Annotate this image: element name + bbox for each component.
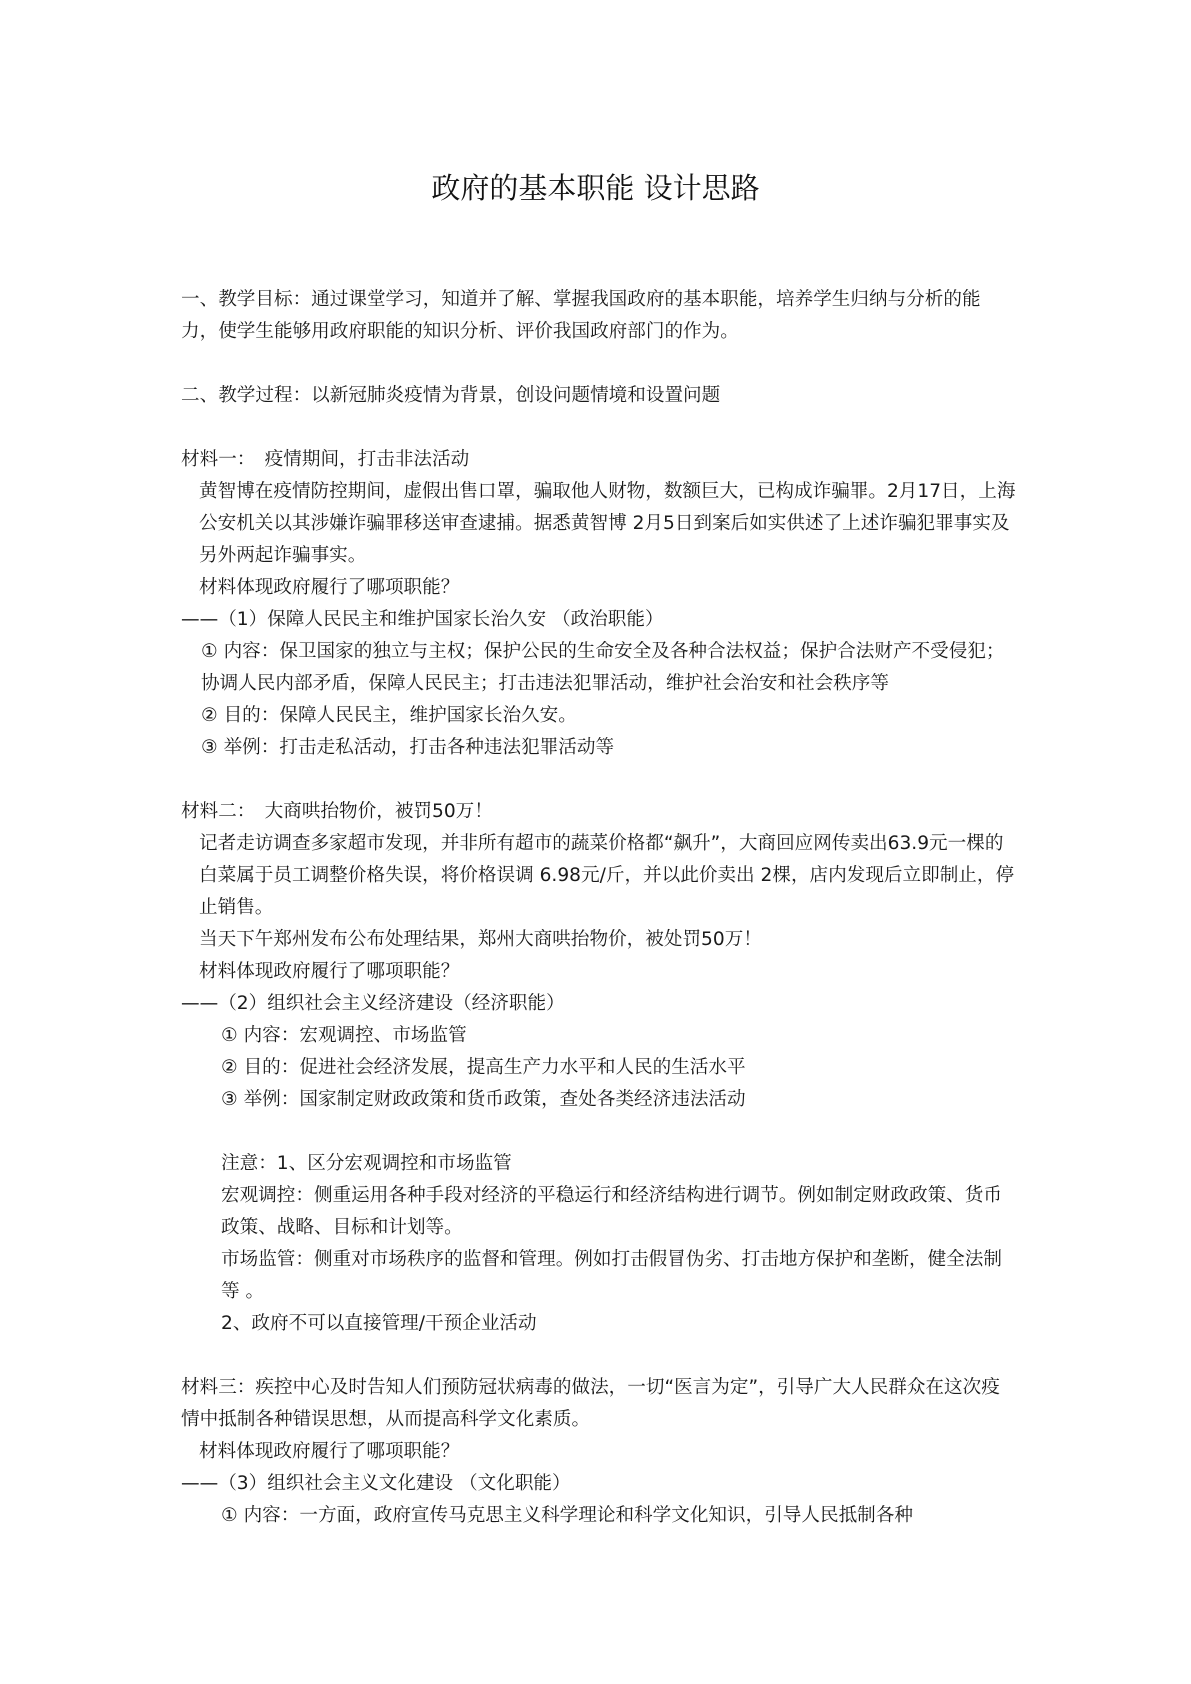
material-one-text: 黄智博在疫情防控期间，虚假出售口罩，骗取他人财物，数额巨大，已构成诈骗罪。2月17日，上海公安机关以其涉嫌诈骗罪移送审查逮捕。据悉黄智博 2月5日到案后如实供述了上述诈骗犯罪事实及另外两起诈骗事实。 bbox=[199, 481, 1016, 566]
function-two-title: ——（2）组织社会主义经济建设（经济职能） bbox=[181, 993, 565, 1014]
paragraph-gap bbox=[181, 348, 1017, 380]
function-two-content: ① 内容：宏观调控、市场监管 bbox=[221, 1025, 467, 1046]
document-body bbox=[181, 284, 1017, 1532]
material-one-heading: 材料一： 疫情期间，打击非法活动 bbox=[181, 449, 470, 470]
function-one-purpose: ② 目的：保障人民民主，维护国家长治久安。 bbox=[201, 705, 577, 726]
note-macro-control: 宏观调控：侧重运用各种手段对经济的平稳运行和经济结构进行调节。例如制定财政政策、货币政策、战略、目标和计划等。 bbox=[221, 1185, 1002, 1238]
note-market-supervision: 市场监管：侧重对市场秩序的监督和管理。例如打击假冒伪劣、打击地方保护和垄断，健全法制等 。 bbox=[221, 1249, 1002, 1302]
function-three-title: ——（3）组织社会主义文化建设 （文化职能） bbox=[181, 1473, 571, 1494]
function-two-example: ③ 举例：国家制定财政政策和货币政策，查处各类经济违法活动 bbox=[221, 1089, 746, 1110]
material-one-question: 材料体现政府履行了哪项职能？ bbox=[199, 577, 460, 598]
material-two-heading: 材料二： 大商哄抬物价，被罚50万！ bbox=[181, 801, 493, 822]
function-one-title: ——（1）保障人民民主和维护国家长治久安 （政治职能） bbox=[181, 609, 664, 630]
paragraph-gap bbox=[181, 1340, 1017, 1372]
document-title: 政府的基本职能 设计思路 bbox=[431, 171, 760, 205]
teaching-goal: 一、教学目标：通过课堂学习，知道并了解、掌握我国政府的基本职能，培养学生归纳与分析的能力，使学生能够用政府职能的知识分析、评价我国政府部门的作为。 bbox=[181, 289, 981, 342]
paragraph-gap bbox=[181, 764, 1017, 796]
material-three-question: 材料体现政府履行了哪项职能？ bbox=[199, 1441, 460, 1462]
note-one: 注意：1、区分宏观调控和市场监管 bbox=[221, 1153, 512, 1174]
note-two: 2、政府不可以直接管理/干预企业活动 bbox=[221, 1313, 537, 1334]
function-one-content: ① 内容：保卫国家的独立与主权；保护公民的生命安全及各种合法权益；保护合法财产不受侵犯；协调人民内部矛盾，保障人民民主；打击违法犯罪活动，维护社会治安和社会秩序等 bbox=[201, 641, 1005, 694]
material-three-text: 材料三：疾控中心及时告知人们预防冠状病毒的做法，一切“医言为定”，引导广大人民群众在这次疫情中抵制各种错误思想，从而提高科学文化素质。 bbox=[181, 1377, 1000, 1430]
function-two-purpose: ② 目的：促进社会经济发展，提高生产力水平和人民的生活水平 bbox=[221, 1057, 746, 1078]
material-two-text-2: 当天下午郑州发布公布处理结果，郑州大商哄抬物价，被处罚50万！ bbox=[199, 929, 762, 950]
teaching-process: 二、教学过程：以新冠肺炎疫情为背景，创设问题情境和设置问题 bbox=[181, 385, 721, 406]
paragraph-gap bbox=[181, 412, 1017, 444]
material-two-text: 记者走访调查多家超市发现，并非所有超市的蔬菜价格都“飙升”，大商回应网传卖出63.9元一棵的白菜属于员工调整价格失误，将价格误调 6.98元/斤，并以此价卖出 2棵，店内发现后立即制止，停止销售。 bbox=[199, 833, 1015, 918]
function-three-content: ① 内容：一方面，政府宣传马克思主义科学理论和科学文化知识，引导人民抵制各种 bbox=[221, 1505, 913, 1526]
paragraph-gap bbox=[181, 1116, 1017, 1148]
function-one-example: ③ 举例：打击走私活动，打击各种违法犯罪活动等 bbox=[201, 737, 615, 758]
material-two-question: 材料体现政府履行了哪项职能？ bbox=[199, 961, 460, 982]
